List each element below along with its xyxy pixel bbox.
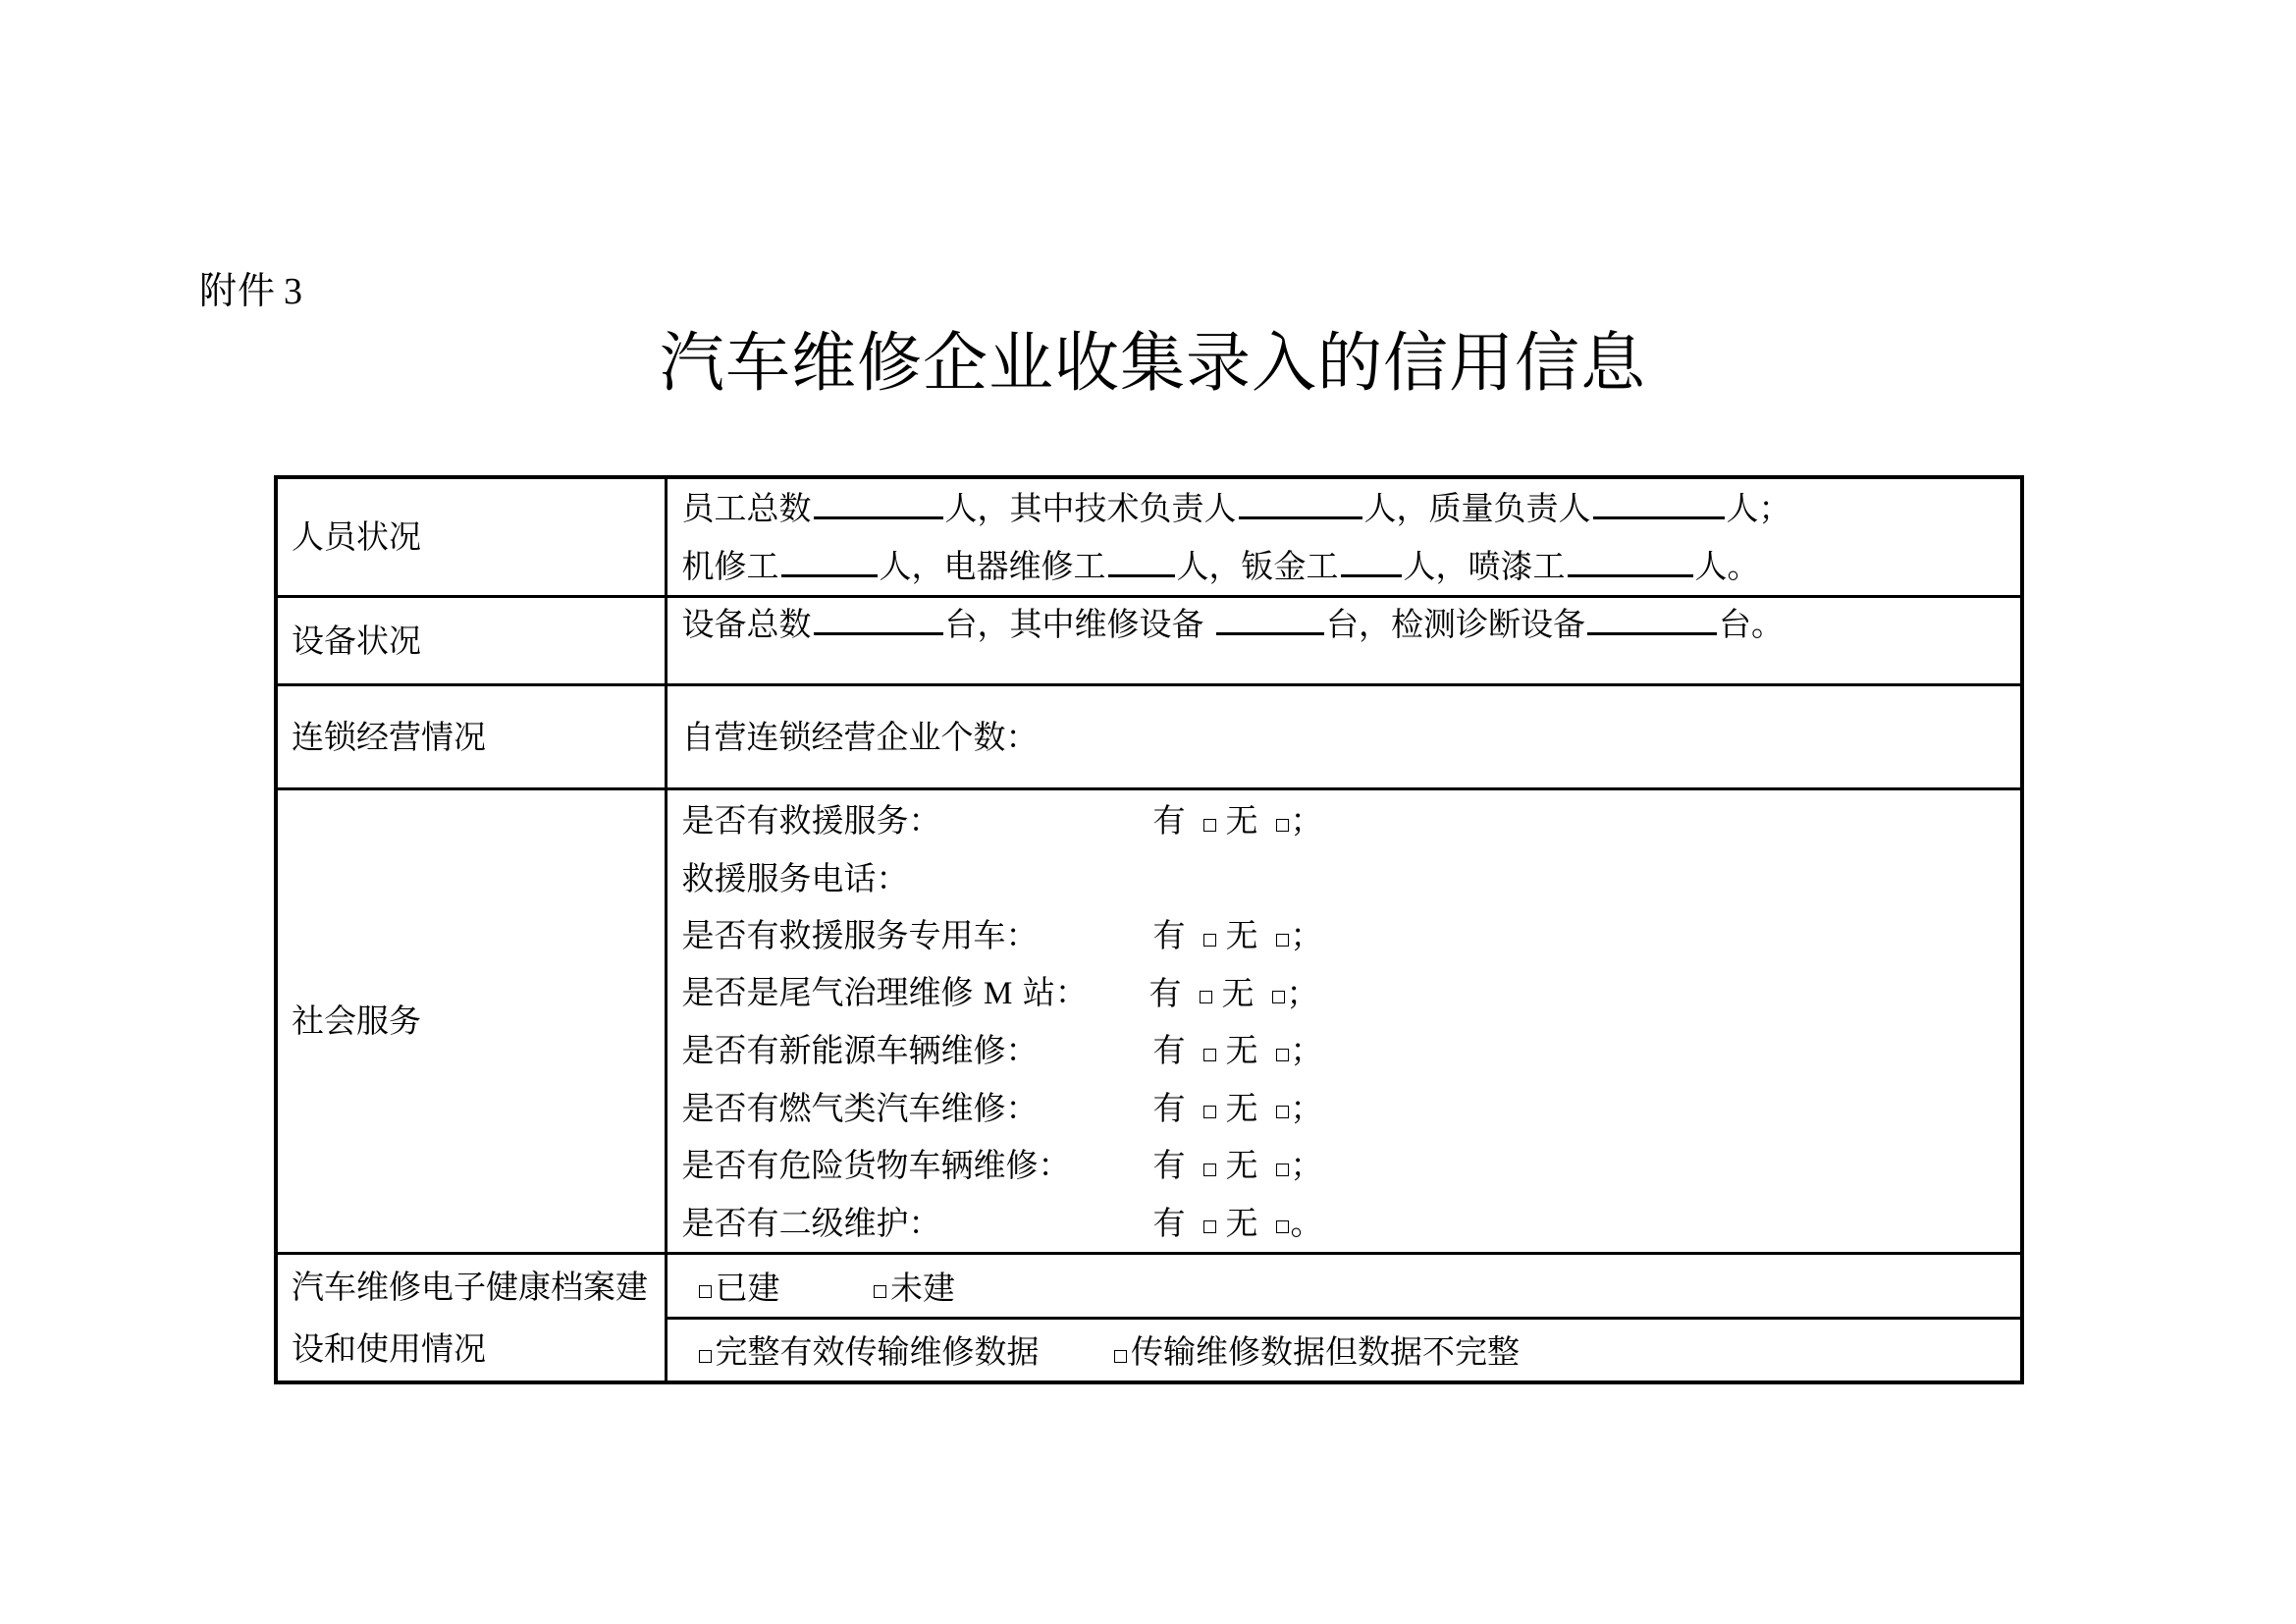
- row-equipment: [276, 597, 2022, 685]
- label-health-record-line-1: 汽车维修电子健康档案建: [292, 1268, 648, 1306]
- checkbox-no[interactable]: [1276, 1049, 1289, 1061]
- checkbox-no[interactable]: [1276, 1106, 1289, 1118]
- q-text-m: M: [984, 976, 1013, 1012]
- q-hazardous-goods: [682, 1137, 2021, 1195]
- attachment-number: 3: [284, 271, 304, 312]
- checkbox-no[interactable]: [1272, 991, 1285, 1003]
- yes-label: 有: [1152, 1203, 1186, 1242]
- punct: ；: [1286, 973, 1319, 1012]
- content-personnel: [666, 477, 2022, 597]
- no-label: 无: [1225, 801, 1258, 840]
- q-text: 救援服务电话：: [681, 858, 909, 897]
- punct: ；: [1290, 801, 1323, 840]
- option-incomplete-data-label: 传输维修数据但数据不完整: [1131, 1332, 1520, 1371]
- text-panel-beater: 人，钣金工: [1176, 547, 1339, 585]
- text-diagnostic-equipment: 台，检测诊断设备: [1326, 605, 1585, 643]
- label-chain: 连锁经营情况: [276, 685, 666, 789]
- yes-label: 有: [1152, 1031, 1186, 1070]
- option-complete-data[interactable]: [699, 1324, 1040, 1380]
- row-health-record-1: [276, 1254, 2022, 1319]
- option-not-built-label: 未建: [890, 1268, 955, 1307]
- text-chain-count: 自营连锁经营企业个数：: [681, 717, 1039, 756]
- content-health-record-transfer: [666, 1318, 2022, 1382]
- checkbox-no[interactable]: [1276, 934, 1289, 947]
- content-equipment: [666, 597, 2022, 685]
- yes-label: 有: [1148, 973, 1182, 1012]
- punct: ；: [1290, 1031, 1323, 1070]
- no-label: 无: [1221, 973, 1255, 1012]
- punct: 。: [1290, 1203, 1323, 1242]
- field-mechanic[interactable]: [781, 541, 878, 577]
- checkbox-yes[interactable]: [1203, 1220, 1216, 1233]
- option-not-built[interactable]: [874, 1260, 955, 1317]
- q-text: 是否有新能源车辆维修：: [681, 1031, 1039, 1070]
- no-label: 无: [1225, 916, 1258, 955]
- option-built[interactable]: [699, 1260, 780, 1317]
- checkbox-yes[interactable]: [1203, 819, 1216, 832]
- punct: ；: [1290, 1088, 1323, 1127]
- checkbox-no[interactable]: [1276, 1220, 1289, 1233]
- checkbox-built[interactable]: [699, 1285, 712, 1298]
- q-gas-vehicle: [682, 1080, 2021, 1138]
- yes-label: 有: [1152, 801, 1186, 840]
- field-panel-beater[interactable]: [1341, 541, 1402, 577]
- text-mechanic: 机修工: [681, 547, 779, 585]
- checkbox-no[interactable]: [1276, 1164, 1289, 1176]
- q-text: 是否有危险货物车辆维修：: [681, 1146, 1071, 1185]
- text-repair-equipment: 台，其中维修设备: [944, 605, 1214, 643]
- personnel-line-1: [682, 479, 2021, 537]
- option-built-label: 已建: [715, 1268, 780, 1307]
- row-chain: [276, 685, 2022, 789]
- label-health-record: [276, 1254, 666, 1383]
- label-health-record-line-2: 设和使用情况: [292, 1329, 486, 1368]
- no-label: 无: [1225, 1088, 1258, 1127]
- checkbox-no[interactable]: [1276, 819, 1289, 832]
- no-label: 无: [1225, 1146, 1258, 1185]
- row-social: [276, 789, 2022, 1254]
- field-repair-equipment[interactable]: [1216, 599, 1324, 635]
- checkbox-yes[interactable]: [1203, 1049, 1216, 1061]
- text-quality-lead: 人，质量负责人: [1363, 489, 1591, 527]
- q-text: 是否有救援服务：: [681, 801, 941, 840]
- text-electrician: 人，电器维修工: [879, 547, 1106, 585]
- checkbox-incomplete-data[interactable]: [1114, 1350, 1127, 1363]
- row-personnel: [276, 477, 2022, 597]
- checkbox-yes[interactable]: [1203, 1106, 1216, 1118]
- content-health-record-status: [666, 1254, 2022, 1319]
- field-painter[interactable]: [1568, 541, 1693, 577]
- checkbox-yes[interactable]: [1200, 991, 1212, 1003]
- label-equipment: 设备状况: [276, 597, 666, 685]
- option-incomplete-data[interactable]: [1114, 1324, 1520, 1380]
- text-unit-end: 人。: [1694, 547, 1760, 585]
- field-tech-lead[interactable]: [1239, 483, 1362, 519]
- field-total-equipment[interactable]: [814, 599, 943, 635]
- text-unit: 人；: [1726, 489, 1791, 527]
- personnel-line-2: [682, 537, 2021, 595]
- q-secondary-maintenance: [682, 1195, 2021, 1253]
- q-text: 是否有救援服务专用车：: [681, 916, 1039, 955]
- q-text: [682, 964, 1149, 1022]
- q-emission-station: [682, 965, 2021, 1023]
- q-text: 是否有燃气类汽车维修：: [681, 1088, 1039, 1127]
- content-chain: [666, 685, 2022, 789]
- page-title: [0, 324, 2296, 403]
- punct: ；: [1290, 916, 1323, 955]
- yes-label: 有: [1152, 1088, 1186, 1127]
- q-rescue-phone: [682, 850, 2021, 908]
- q-rescue-vehicle: [682, 907, 2021, 965]
- field-diagnostic-equipment[interactable]: [1587, 599, 1717, 635]
- label-personnel: 人员状况: [276, 477, 666, 597]
- text-total-equipment: 设备总数: [681, 605, 812, 643]
- yes-label: 有: [1152, 916, 1186, 955]
- attachment-label: [199, 267, 303, 315]
- q-rescue-service: [682, 792, 2021, 850]
- field-electrician[interactable]: [1108, 541, 1175, 577]
- label-social: 社会服务: [276, 789, 666, 1254]
- punct: ；: [1290, 1146, 1323, 1185]
- checkbox-yes[interactable]: [1203, 934, 1216, 947]
- q-text-pre: 是否是尾气治理维修: [681, 973, 984, 1012]
- checkbox-not-built[interactable]: [874, 1285, 886, 1298]
- no-label: 无: [1225, 1203, 1258, 1242]
- text-tech-lead: 人，其中技术负责人: [944, 489, 1237, 527]
- equipment-line: [682, 598, 2021, 656]
- page-title-text: 汽车维修企业收集录入的信用信息: [660, 325, 1646, 401]
- credit-info-form: [274, 475, 2024, 1384]
- text-unit-tai: 台。: [1719, 605, 1784, 643]
- checkbox-complete-data[interactable]: [699, 1350, 712, 1363]
- no-label: 无: [1225, 1031, 1258, 1070]
- field-total-staff[interactable]: [814, 483, 943, 519]
- yes-label: 有: [1152, 1146, 1186, 1185]
- text-painter: 人，喷漆工: [1403, 547, 1566, 585]
- attachment-text: 附件: [199, 269, 277, 312]
- checkbox-yes[interactable]: [1203, 1164, 1216, 1176]
- q-new-energy: [682, 1022, 2021, 1080]
- field-quality-lead[interactable]: [1593, 483, 1725, 519]
- content-social: [666, 789, 2022, 1254]
- q-text-post: 站：: [1012, 973, 1088, 1012]
- q-text: 是否有二级维护：: [681, 1203, 941, 1242]
- option-complete-data-label: 完整有效传输维修数据: [715, 1332, 1040, 1371]
- text-total-staff: 员工总数: [681, 489, 812, 527]
